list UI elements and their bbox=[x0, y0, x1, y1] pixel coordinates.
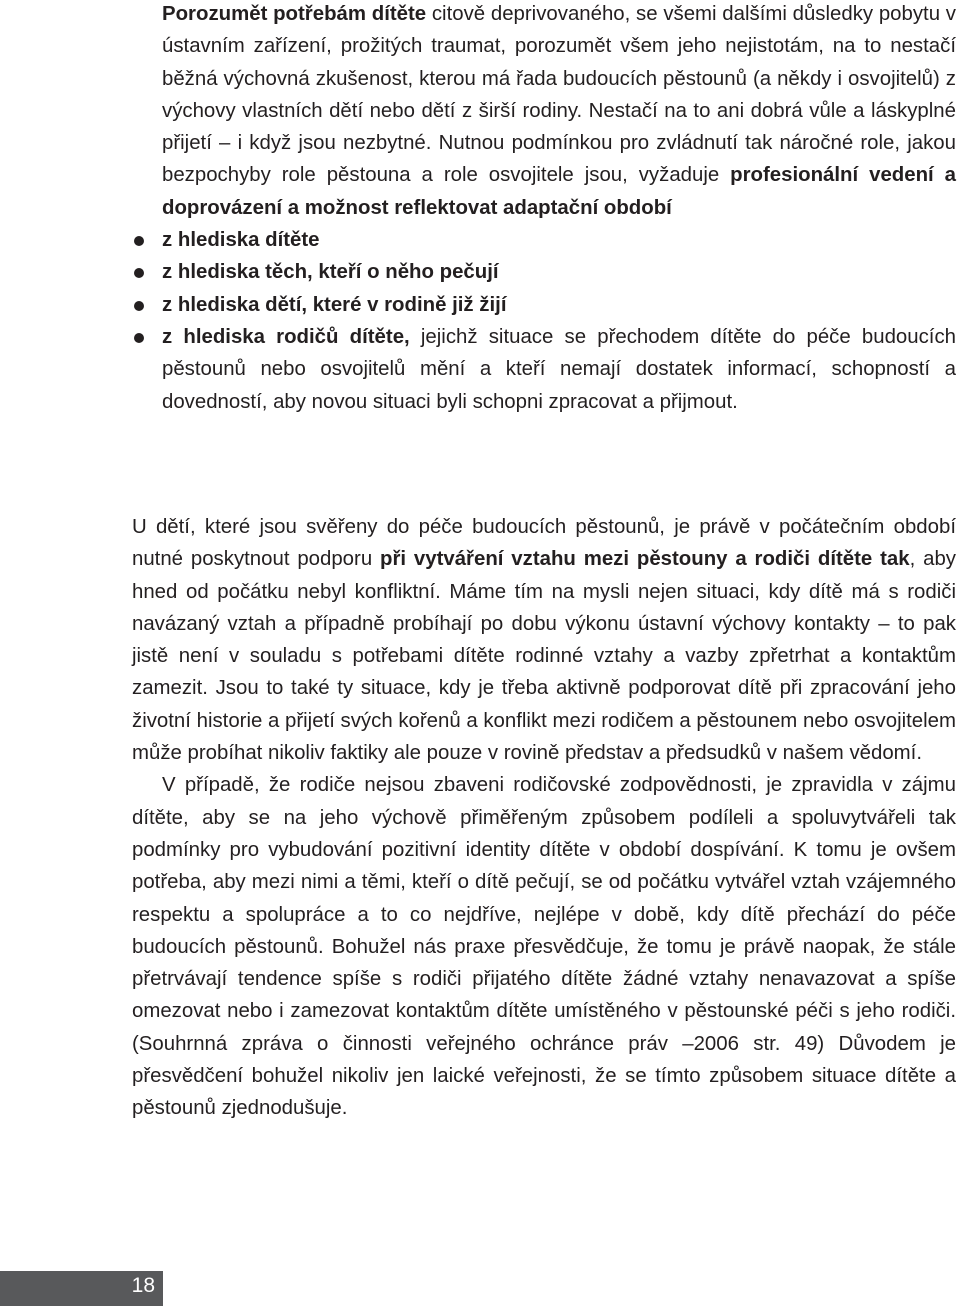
bullet-icon bbox=[134, 236, 144, 246]
page-number: 18 bbox=[131, 1274, 155, 1297]
bullet-icon bbox=[134, 301, 144, 311]
list-item-bold: z hlediska rodičů dítěte, bbox=[162, 325, 410, 348]
bold-phrase: profesionální vedení a doprovázení a možnost reflektovat adaptační období bbox=[162, 164, 956, 219]
list-item bbox=[162, 289, 956, 321]
list-item bbox=[162, 256, 956, 288]
paragraph-text: citově deprivovaného, se všemi dalšími důsledky pobytu v ústavním zařízení, prožitých traumat, porozumět všem jeho nejistotám, na to nestačí běžná výchovná zkušenost, kterou má řada budoucích pěstounů (a někdy i osvojitelů) z výchovy vlastních dětí nebo dětí z širší rodiny. Nestačí na to ani dobrá vůle a láskyplné přijetí – i když jsou nezbytné. Nutnou podmínkou pro zvládnutí tak náročné role, jakou bezpochyby role pěstouna a role osvojitele jsou, vyžaduje bbox=[162, 3, 956, 187]
page-number-tab bbox=[0, 1271, 163, 1306]
list-item bbox=[162, 224, 956, 256]
bullet-icon bbox=[134, 268, 144, 278]
bold-phrase: Porozumět potřebám dítěte bbox=[162, 3, 427, 25]
paragraph-parents: V případě, že rodiče nejsou zbaveni rodičovské zodpovědnosti, je zpravidla v zájmu dítěte, aby se na jeho výchově přiměřeným způsobem podíleli a spoluvytvářeli tak podmínky pro vybudování pozitivní identity dítěte v období dospívání. K tomu je ovšem potřeba, aby mezi nimi a těmi, kteří o dítě pečují, se od počátku vytvářel vztah vzájemného respektu a spolupráce a to co nejdříve, nejlépe v době, kdy dítě přechází do péče budoucích pěstounů. Bohužel nás praxe přesvědčuje, že tomu je právě naopak, že stále přetrvávají tendence spíše s rodiči přijatého dítěte žádné vztahy nenavazovat a spíše omezovat nebo i zamezovat kontaktům dítěte umístěného v pěstounské péči s jeho rodiči. (Souhrnná zpráva o činnosti veřejného ochránce práv –2006 str. 49) Důvodem je přesvědčení bohužel nikoliv jen laické veřejnosti, že se tímto způsobem situace dítěte a pěstounů zjednodušuje. bbox=[132, 774, 956, 1120]
paragraph-relationship bbox=[132, 511, 956, 769]
text-block-lower bbox=[132, 511, 956, 1125]
paragraph-text: U dětí, které jsou svěřeny do péče budoucích pěstounů, je právě v počátečním období nutné poskytnout podporu bbox=[132, 516, 956, 571]
bullet-list bbox=[162, 224, 956, 418]
paragraph-text: , aby hned od počátku nebyl konfliktní. Máme tím na mysli nejen situaci, kdy dítě má s rodiči navázaný vztah a případně probíhají po dobu výkonu ústavní výchovy kontakty – to pak jistě není v souladu s potřebami dítěte rodinné vztahy a vazby zpřetrhat a kontaktům zamezit. Jsou to také ty situace, kdy je třeba aktivně podporovat dítě při zpracování jeho životní historie a přijetí svých kořenů a konflikt mezi rodičem a pěstounem nebo osvojitelem může probíhat nikoliv faktiky ale pouze v rovině představ a předsudků v našem vědomí. bbox=[132, 548, 956, 765]
paragraph-intro bbox=[162, 0, 956, 224]
list-item-text: jejichž situace se přechodem dítěte do péče budoucích pěstounů nebo osvojitelů mění a kteří nemají dostatek informací, schopností a dovedností, aby novou situaci byli schopni zpracovat a přijmout. bbox=[162, 325, 956, 413]
list-item-bold: z hlediska těch, kteří o něho pečují bbox=[162, 261, 499, 284]
list-item-bold: z hlediska dítěte bbox=[162, 229, 320, 252]
text-block-upper bbox=[162, 0, 956, 418]
list-item bbox=[162, 321, 956, 418]
bold-phrase: při vytváření vztahu mezi pěstouny a rodiči dítěte tak bbox=[380, 548, 910, 571]
list-item-bold: z hlediska dětí, které v rodině již žijí bbox=[162, 293, 507, 316]
bullet-icon bbox=[134, 333, 144, 343]
